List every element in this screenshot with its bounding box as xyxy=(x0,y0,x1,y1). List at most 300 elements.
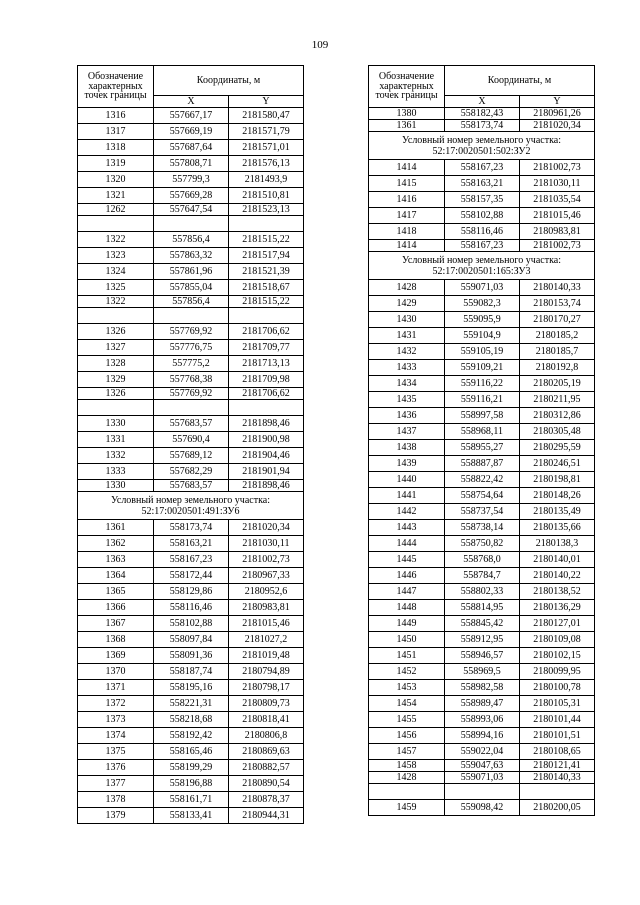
y-coordinate-cell: 2181576,13 xyxy=(229,156,304,172)
x-coordinate-cell: 557863,32 xyxy=(154,248,229,264)
y-coordinate-cell: 2181020,34 xyxy=(520,120,595,132)
table-row xyxy=(78,296,304,308)
x-coordinate-cell: 558802,33 xyxy=(445,584,520,600)
y-coordinate-cell: 2181518,67 xyxy=(229,280,304,296)
y-coordinate-cell: 2180127,01 xyxy=(520,616,595,632)
table-row xyxy=(78,248,304,264)
x-coordinate-cell: 558116,46 xyxy=(445,224,520,240)
x-coordinate-cell: 558754,64 xyxy=(445,488,520,504)
x-coordinate-cell: 559109,21 xyxy=(445,360,520,376)
y-coordinate-cell: 2181002,73 xyxy=(520,240,595,252)
x-coordinate-cell: 559098,42 xyxy=(445,800,520,816)
point-number-cell: 1435 xyxy=(369,392,445,408)
point-number-cell: 1317 xyxy=(78,124,154,140)
table-row xyxy=(369,192,595,208)
y-coordinate-cell: 2180135,49 xyxy=(520,504,595,520)
point-number-cell: 1428 xyxy=(369,772,445,784)
x-coordinate-cell: 557669,19 xyxy=(154,124,229,140)
x-coordinate-cell: 558969,5 xyxy=(445,664,520,680)
point-number-cell: 1318 xyxy=(78,140,154,156)
table-row xyxy=(369,160,595,176)
y-coordinate-cell: 2180140,01 xyxy=(520,552,595,568)
point-number-cell: 1437 xyxy=(369,424,445,440)
y-coordinate-cell: 2181515,22 xyxy=(229,232,304,248)
table-row xyxy=(78,792,304,808)
x-coordinate-cell: 557647,54 xyxy=(154,204,229,216)
table-row xyxy=(369,392,595,408)
x-coordinate-cell: 557856,4 xyxy=(154,296,229,308)
table-row xyxy=(369,728,595,744)
point-number-cell: 1368 xyxy=(78,632,154,648)
point-number-cell: 1429 xyxy=(369,296,445,312)
y-coordinate-cell: 2181002,73 xyxy=(520,160,595,176)
point-number-cell: 1438 xyxy=(369,440,445,456)
x-coordinate-cell: 558116,46 xyxy=(154,600,229,616)
table-row xyxy=(369,488,595,504)
table-row xyxy=(369,772,595,784)
point-number-cell: 1262 xyxy=(78,204,154,216)
point-number-cell: 1372 xyxy=(78,696,154,712)
y-coordinate-cell: 2180148,26 xyxy=(520,488,595,504)
table-row xyxy=(78,728,304,744)
table-row xyxy=(369,344,595,360)
header-point-designation: Обозначение характерных точек границы xyxy=(369,66,445,108)
x-coordinate-cell: 559082,3 xyxy=(445,296,520,312)
table-row xyxy=(78,776,304,792)
point-number-cell: 1362 xyxy=(78,536,154,552)
x-coordinate-cell: 557769,92 xyxy=(154,324,229,340)
y-coordinate-cell: 2181709,98 xyxy=(229,372,304,388)
point-number-cell: 1321 xyxy=(78,188,154,204)
point-number-cell: 1441 xyxy=(369,488,445,504)
table-row xyxy=(78,552,304,568)
table-row xyxy=(78,188,304,204)
y-coordinate-cell: 2181904,46 xyxy=(229,448,304,464)
x-coordinate-cell: 558221,31 xyxy=(154,696,229,712)
table-row xyxy=(369,760,595,772)
x-coordinate-cell: 557808,71 xyxy=(154,156,229,172)
y-coordinate-cell: 2180312,86 xyxy=(520,408,595,424)
point-number-cell: 1316 xyxy=(78,108,154,124)
x-coordinate-cell: 558182,43 xyxy=(445,108,520,120)
table-row xyxy=(78,416,304,432)
table-row xyxy=(78,584,304,600)
point-number-cell: 1329 xyxy=(78,372,154,388)
x-coordinate-cell: 558167,23 xyxy=(445,240,520,252)
table-row xyxy=(369,520,595,536)
y-coordinate-cell: 2181571,01 xyxy=(229,140,304,156)
y-coordinate-cell: 2181002,73 xyxy=(229,552,304,568)
y-coordinate-cell: 2181030,11 xyxy=(520,176,595,192)
table-row xyxy=(78,808,304,824)
table-row xyxy=(78,712,304,728)
point-number-cell: 1322 xyxy=(78,232,154,248)
y-coordinate-cell: 2180983,81 xyxy=(520,224,595,240)
table-row xyxy=(78,124,304,140)
point-number-cell: 1443 xyxy=(369,520,445,536)
y-coordinate-cell: 2181901,94 xyxy=(229,464,304,480)
y-coordinate-cell: 2180794,89 xyxy=(229,664,304,680)
x-coordinate-cell: 558737,54 xyxy=(445,504,520,520)
table-row xyxy=(369,176,595,192)
point-number-cell: 1445 xyxy=(369,552,445,568)
x-coordinate-cell: 558822,42 xyxy=(445,472,520,488)
x-coordinate-cell: 558167,23 xyxy=(154,552,229,568)
table-row xyxy=(369,616,595,632)
x-coordinate-cell: 558887,87 xyxy=(445,456,520,472)
x-coordinate-cell: 559071,03 xyxy=(445,772,520,784)
point-number-cell: 1376 xyxy=(78,760,154,776)
x-coordinate-cell: 559104,9 xyxy=(445,328,520,344)
y-coordinate-cell: 2180205,19 xyxy=(520,376,595,392)
point-number-cell: 1456 xyxy=(369,728,445,744)
y-coordinate-cell: 2180878,37 xyxy=(229,792,304,808)
y-coordinate-cell: 2180809,73 xyxy=(229,696,304,712)
y-coordinate-cell: 2180185,7 xyxy=(520,344,595,360)
point-number-cell: 1450 xyxy=(369,632,445,648)
y-coordinate-cell xyxy=(520,784,595,800)
y-coordinate-cell: 2181580,47 xyxy=(229,108,304,124)
coordinates-table-left xyxy=(77,65,304,824)
table-row xyxy=(369,800,595,816)
x-coordinate-cell: 557776,75 xyxy=(154,340,229,356)
header-point-designation: Обозначение характерных точек границы xyxy=(78,66,154,108)
y-coordinate-cell: 2180305,48 xyxy=(520,424,595,440)
y-coordinate-cell: 2181517,94 xyxy=(229,248,304,264)
x-coordinate-cell: 559116,22 xyxy=(445,376,520,392)
table-row xyxy=(78,536,304,552)
y-coordinate-cell: 2180185,2 xyxy=(520,328,595,344)
point-number-cell: 1428 xyxy=(369,280,445,296)
y-coordinate-cell: 2180138,52 xyxy=(520,584,595,600)
y-coordinate-cell xyxy=(229,308,304,324)
table-row xyxy=(369,536,595,552)
y-coordinate-cell: 2181571,79 xyxy=(229,124,304,140)
table-row xyxy=(369,224,595,240)
y-coordinate-cell: 2180192,8 xyxy=(520,360,595,376)
header-coordinates: Координаты, м xyxy=(445,66,595,96)
point-number-cell: 1418 xyxy=(369,224,445,240)
table-row xyxy=(369,120,595,132)
x-coordinate-cell: 558814,95 xyxy=(445,600,520,616)
point-number-cell: 1374 xyxy=(78,728,154,744)
x-coordinate-cell: 557669,28 xyxy=(154,188,229,204)
parcel-title-row xyxy=(369,252,595,280)
point-number-cell: 1455 xyxy=(369,712,445,728)
x-coordinate-cell: 558196,88 xyxy=(154,776,229,792)
point-number-cell: 1373 xyxy=(78,712,154,728)
point-number-cell: 1370 xyxy=(78,664,154,680)
point-number-cell: 1449 xyxy=(369,616,445,632)
point-number-cell: 1367 xyxy=(78,616,154,632)
table-row xyxy=(78,388,304,400)
x-coordinate-cell: 558750,82 xyxy=(445,536,520,552)
table-row xyxy=(369,568,595,584)
x-coordinate-cell: 558997,58 xyxy=(445,408,520,424)
y-coordinate-cell: 2181898,46 xyxy=(229,416,304,432)
y-coordinate-cell: 2180798,17 xyxy=(229,680,304,696)
y-coordinate-cell: 2180136,29 xyxy=(520,600,595,616)
x-coordinate-cell: 558738,14 xyxy=(445,520,520,536)
point-number-cell: 1453 xyxy=(369,680,445,696)
point-number-cell: 1459 xyxy=(369,800,445,816)
y-coordinate-cell: 2180135,66 xyxy=(520,520,595,536)
y-coordinate-cell: 2180140,22 xyxy=(520,568,595,584)
y-coordinate-cell: 2181521,39 xyxy=(229,264,304,280)
table-row xyxy=(78,372,304,388)
x-coordinate-cell: 558173,74 xyxy=(445,120,520,132)
x-coordinate-cell: 558195,16 xyxy=(154,680,229,696)
x-coordinate-cell: 558912,95 xyxy=(445,632,520,648)
x-coordinate-cell: 558955,27 xyxy=(445,440,520,456)
point-number-cell: 1375 xyxy=(78,744,154,760)
y-coordinate-cell: 2181030,11 xyxy=(229,536,304,552)
x-coordinate-cell: 558133,41 xyxy=(154,808,229,824)
table-row xyxy=(369,648,595,664)
y-coordinate-cell: 2180961,26 xyxy=(520,108,595,120)
point-number-cell: 1430 xyxy=(369,312,445,328)
y-coordinate-cell: 2180983,81 xyxy=(229,600,304,616)
point-number-cell: 1326 xyxy=(78,324,154,340)
x-coordinate-cell: 557799,3 xyxy=(154,172,229,188)
x-coordinate-cell: 558982,58 xyxy=(445,680,520,696)
y-coordinate-cell: 2181015,46 xyxy=(520,208,595,224)
table-row xyxy=(369,312,595,328)
table-row xyxy=(369,696,595,712)
point-number-cell: 1364 xyxy=(78,568,154,584)
y-coordinate-cell: 2181510,81 xyxy=(229,188,304,204)
y-coordinate-cell: 2180101,51 xyxy=(520,728,595,744)
y-coordinate-cell xyxy=(229,400,304,416)
page-number: 109 xyxy=(311,39,329,51)
table-row xyxy=(78,448,304,464)
y-coordinate-cell: 2180211,95 xyxy=(520,392,595,408)
table-row xyxy=(78,400,304,416)
point-number-cell: 1414 xyxy=(369,240,445,252)
y-coordinate-cell: 2180153,74 xyxy=(520,296,595,312)
y-coordinate-cell: 2181493,9 xyxy=(229,172,304,188)
y-coordinate-cell: 2181027,2 xyxy=(229,632,304,648)
x-coordinate-cell: 557690,4 xyxy=(154,432,229,448)
point-number-cell: 1440 xyxy=(369,472,445,488)
point-number-cell: 1319 xyxy=(78,156,154,172)
point-number-cell: 1378 xyxy=(78,792,154,808)
point-number-cell: 1436 xyxy=(369,408,445,424)
parcel-title: Условный номер земельного участка: 52:17:0020501:165:ЗУ3 xyxy=(369,252,595,280)
table-row xyxy=(78,696,304,712)
table-row xyxy=(78,204,304,216)
y-coordinate-cell: 2181713,13 xyxy=(229,356,304,372)
x-coordinate-cell: 558946,57 xyxy=(445,648,520,664)
y-coordinate-cell: 2180099,95 xyxy=(520,664,595,680)
x-coordinate-cell: 558993,06 xyxy=(445,712,520,728)
y-coordinate-cell: 2180952,6 xyxy=(229,584,304,600)
point-number-cell: 1327 xyxy=(78,340,154,356)
x-coordinate-cell: 558157,35 xyxy=(445,192,520,208)
point-number-cell: 1333 xyxy=(78,464,154,480)
point-number-cell: 1432 xyxy=(369,344,445,360)
y-coordinate-cell: 2180246,51 xyxy=(520,456,595,472)
table-row xyxy=(78,480,304,492)
point-number-cell xyxy=(78,216,154,232)
table-row xyxy=(78,632,304,648)
y-coordinate-cell: 2180100,78 xyxy=(520,680,595,696)
table-row xyxy=(369,784,595,800)
point-number-cell: 1324 xyxy=(78,264,154,280)
y-coordinate-cell: 2180944,31 xyxy=(229,808,304,824)
table-row xyxy=(369,680,595,696)
x-coordinate-cell: 559095,9 xyxy=(445,312,520,328)
y-coordinate-cell: 2180102,15 xyxy=(520,648,595,664)
point-number-cell: 1447 xyxy=(369,584,445,600)
x-coordinate-cell: 557775,2 xyxy=(154,356,229,372)
x-coordinate-cell: 558968,11 xyxy=(445,424,520,440)
table-row xyxy=(78,664,304,680)
table-row xyxy=(78,464,304,480)
point-number-cell: 1433 xyxy=(369,360,445,376)
x-coordinate-cell: 558172,44 xyxy=(154,568,229,584)
y-coordinate-cell: 2180882,57 xyxy=(229,760,304,776)
point-number-cell: 1363 xyxy=(78,552,154,568)
x-coordinate-cell: 559047,63 xyxy=(445,760,520,772)
y-coordinate-cell: 2180818,41 xyxy=(229,712,304,728)
point-number-cell: 1416 xyxy=(369,192,445,208)
table-row xyxy=(78,264,304,280)
coordinates-table-right xyxy=(368,65,595,816)
parcel-title: Условный номер земельного участка: 52:17:0020501:502:ЗУ2 xyxy=(369,132,595,160)
table-row xyxy=(78,172,304,188)
y-coordinate-cell: 2180105,31 xyxy=(520,696,595,712)
point-number-cell: 1379 xyxy=(78,808,154,824)
table-row xyxy=(78,600,304,616)
table-row xyxy=(369,600,595,616)
point-number-cell: 1434 xyxy=(369,376,445,392)
x-coordinate-cell: 559022,04 xyxy=(445,744,520,760)
table-row xyxy=(369,632,595,648)
y-coordinate-cell: 2180140,33 xyxy=(520,280,595,296)
x-coordinate-cell: 558199,29 xyxy=(154,760,229,776)
x-coordinate-cell: 557861,96 xyxy=(154,264,229,280)
x-coordinate-cell: 558994,16 xyxy=(445,728,520,744)
x-coordinate-cell: 559116,21 xyxy=(445,392,520,408)
table-row xyxy=(78,432,304,448)
x-coordinate-cell: 558173,74 xyxy=(154,520,229,536)
x-coordinate-cell: 559071,03 xyxy=(445,280,520,296)
table-row xyxy=(78,108,304,124)
x-coordinate-cell: 558129,86 xyxy=(154,584,229,600)
point-number-cell: 1371 xyxy=(78,680,154,696)
x-coordinate-cell: 558218,68 xyxy=(154,712,229,728)
x-coordinate-cell xyxy=(445,784,520,800)
point-number-cell: 1323 xyxy=(78,248,154,264)
table-row xyxy=(78,568,304,584)
y-coordinate-cell: 2181015,46 xyxy=(229,616,304,632)
table-row xyxy=(369,360,595,376)
point-number-cell: 1365 xyxy=(78,584,154,600)
table-row xyxy=(369,744,595,760)
y-coordinate-cell xyxy=(229,216,304,232)
point-number-cell: 1366 xyxy=(78,600,154,616)
x-coordinate-cell: 557689,12 xyxy=(154,448,229,464)
table-row xyxy=(78,280,304,296)
table-row xyxy=(369,440,595,456)
y-coordinate-cell: 2180108,65 xyxy=(520,744,595,760)
point-number-cell: 1369 xyxy=(78,648,154,664)
x-coordinate-cell: 558161,71 xyxy=(154,792,229,808)
y-coordinate-cell: 2180140,33 xyxy=(520,772,595,784)
table-row xyxy=(369,504,595,520)
table-row xyxy=(78,156,304,172)
x-coordinate-cell xyxy=(154,216,229,232)
point-number-cell: 1446 xyxy=(369,568,445,584)
y-coordinate-cell: 2181035,54 xyxy=(520,192,595,208)
table-row xyxy=(369,456,595,472)
x-coordinate-cell: 557683,57 xyxy=(154,416,229,432)
x-coordinate-cell: 558102,88 xyxy=(445,208,520,224)
x-coordinate-cell: 557768,38 xyxy=(154,372,229,388)
point-number-cell: 1320 xyxy=(78,172,154,188)
y-coordinate-cell: 2180967,33 xyxy=(229,568,304,584)
x-coordinate-cell: 558192,42 xyxy=(154,728,229,744)
header-x: X xyxy=(154,96,229,108)
point-number-cell: 1326 xyxy=(78,388,154,400)
x-coordinate-cell: 557687,64 xyxy=(154,140,229,156)
table-row xyxy=(369,108,595,120)
x-coordinate-cell: 559105,19 xyxy=(445,344,520,360)
y-coordinate-cell: 2180138,3 xyxy=(520,536,595,552)
table-row xyxy=(369,208,595,224)
table-row xyxy=(369,664,595,680)
point-number-cell: 1442 xyxy=(369,504,445,520)
header-y: Y xyxy=(229,96,304,108)
table-row xyxy=(369,328,595,344)
y-coordinate-cell: 2180109,08 xyxy=(520,632,595,648)
x-coordinate-cell: 558091,36 xyxy=(154,648,229,664)
x-coordinate-cell: 557856,4 xyxy=(154,232,229,248)
x-coordinate-cell: 558768,0 xyxy=(445,552,520,568)
table-row xyxy=(369,408,595,424)
table-row xyxy=(78,648,304,664)
table-row xyxy=(78,744,304,760)
y-coordinate-cell: 2180295,59 xyxy=(520,440,595,456)
point-number-cell: 1325 xyxy=(78,280,154,296)
x-coordinate-cell: 558102,88 xyxy=(154,616,229,632)
point-number-cell xyxy=(78,308,154,324)
header-x: X xyxy=(445,96,520,108)
y-coordinate-cell: 2181709,77 xyxy=(229,340,304,356)
point-number-cell: 1431 xyxy=(369,328,445,344)
table-row xyxy=(78,356,304,372)
y-coordinate-cell: 2180101,44 xyxy=(520,712,595,728)
point-number-cell: 1328 xyxy=(78,356,154,372)
x-coordinate-cell: 558097,84 xyxy=(154,632,229,648)
point-number-cell: 1322 xyxy=(78,296,154,308)
x-coordinate-cell xyxy=(154,308,229,324)
x-coordinate-cell: 557683,57 xyxy=(154,480,229,492)
x-coordinate-cell: 557682,29 xyxy=(154,464,229,480)
y-coordinate-cell: 2180170,27 xyxy=(520,312,595,328)
point-number-cell: 1458 xyxy=(369,760,445,772)
table-row xyxy=(78,340,304,356)
table-row xyxy=(369,584,595,600)
x-coordinate-cell xyxy=(154,400,229,416)
point-number-cell: 1439 xyxy=(369,456,445,472)
y-coordinate-cell: 2181020,34 xyxy=(229,520,304,536)
table-row xyxy=(78,760,304,776)
table-row xyxy=(78,232,304,248)
point-number-cell: 1377 xyxy=(78,776,154,792)
y-coordinate-cell: 2181706,62 xyxy=(229,324,304,340)
